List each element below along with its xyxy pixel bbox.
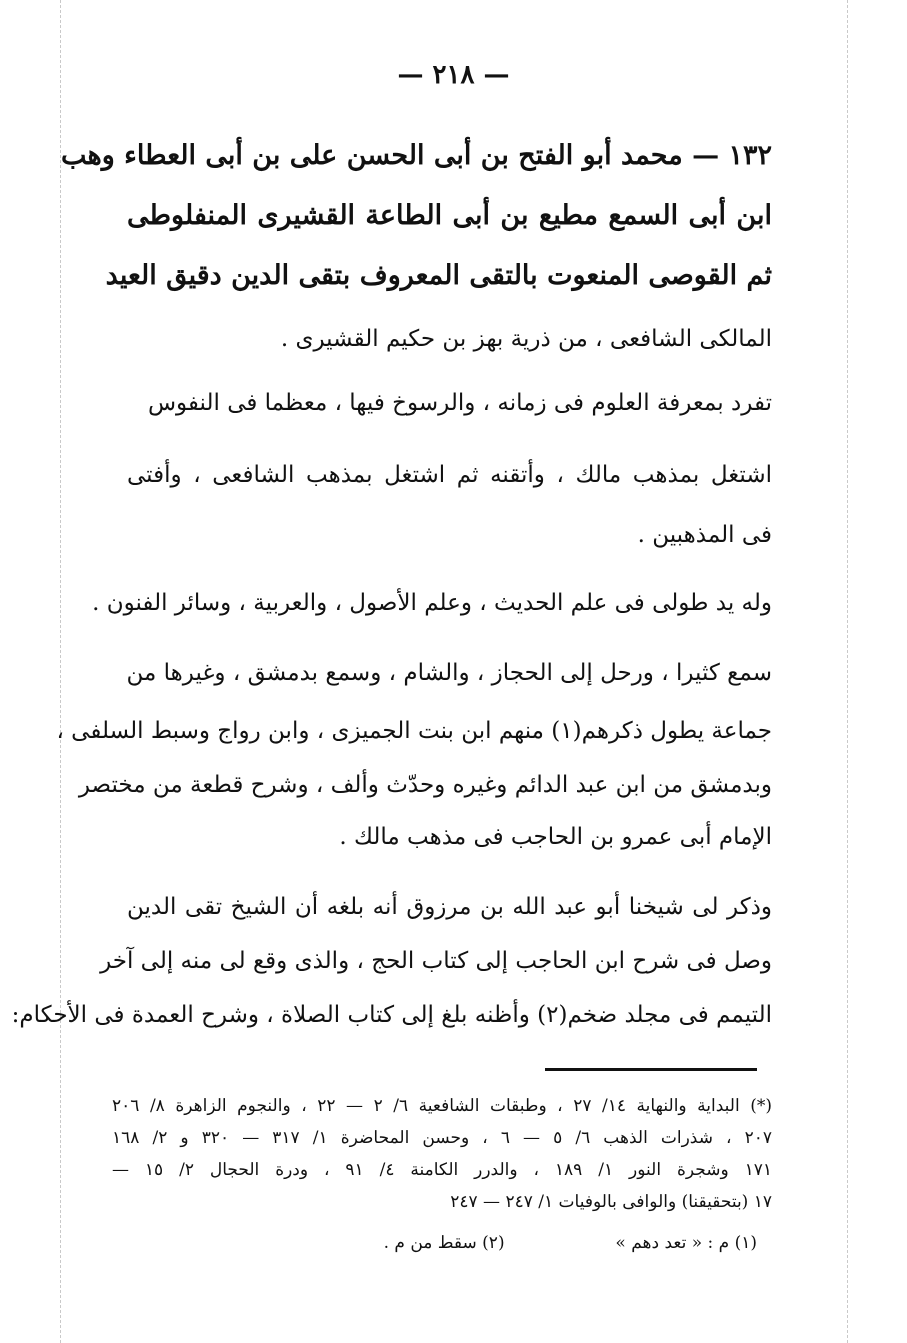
paragraph-line: وذكر لى شيخنا أبو عبد الله بن مرزوق أنه بلغه أن الشيخ تقى الدين <box>127 894 772 920</box>
biography-heading-line: ابن أبى السمع مطيع بن أبى الطاعة القشيرى المنفلوطى <box>127 200 772 231</box>
biography-heading-line: ثم القوصى المنعوت بالتقى المعروف بتقى الدين دقيق العيد <box>105 260 772 291</box>
footnote-sources-line: (*) البداية والنهاية ١٤/ ٢٧ ، وطبقات الشافعية ٦/ ٢ — ٢٢ ، والنجوم الزاهرة ٨/ ٢٠٦ <box>112 1096 772 1116</box>
biography-heading-line: ١٣٢ — محمد أبو الفتح بن أبى الحسن على بن أبى العطاء وهب <box>60 140 772 171</box>
paragraph-line: تفرد بمعرفة العلوم فى زمانه ، والرسوخ فيها ، معظما فى النفوس <box>147 390 772 416</box>
page-fold-line <box>60 0 61 1343</box>
footnote-sources-line: ١٧ (بتحقيقنا) والوافى بالوفيات ١/ ٢٤٧ — ٢٤٧ <box>450 1192 772 1212</box>
footnote-notes <box>384 1233 757 1253</box>
page-fold-line <box>847 0 848 1343</box>
paragraph-line: سمع كثيرا ، ورحل إلى الحجاز ، والشام ، وسمع بدمشق ، وغيرها من <box>126 660 772 686</box>
footnote-2: (٢) سقط من م . <box>383 1233 505 1253</box>
biography-heading-line: المالكى الشافعى ، من ذرية بهز بن حكيم القشيرى . <box>280 326 772 352</box>
paragraph-line: الإمام أبى عمرو بن الحاجب فى مذهب مالك . <box>339 824 772 850</box>
page-number: — ٢١٨ — <box>397 60 510 90</box>
footnote-sources-line: ١٧١ وشجرة النور ١/ ١٨٩ ، والدرر الكامنة ٤/ ٩١ ، ودرة الحجال ٢/ ١٥ — <box>112 1160 773 1180</box>
paragraph-line: فى المذهبين . <box>637 522 772 548</box>
paragraph-line: التيمم فى مجلد ضخم(٢) وأظنه بلغ إلى كتاب الصلاة ، وشرح العمدة فى الأحكام: <box>11 1002 772 1028</box>
paragraph-line: وصل فى شرح ابن الحاجب إلى كتاب الحج ، والذى وقع لى منه إلى آخر <box>100 948 772 974</box>
footnote-sources-line: ٢٠٧ ، شذرات الذهب ٦/ ٥ — ٦ ، وحسن المحاضرة ١/ ٣١٧ — ٣٢٠ و ٢/ ١٦٨ <box>112 1128 772 1148</box>
footnote-separator <box>545 1068 757 1071</box>
paragraph-line: جماعة يطول ذكرهم(١) منهم ابن بنت الجميزى ، وابن رواج وسبط السلفى ، <box>56 718 772 744</box>
paragraph-line: وله يد طولى فى علم الحديث ، وعلم الأصول ، والعربية ، وسائر الفنون . <box>92 590 772 616</box>
paragraph-line: اشتغل بمذهب مالك ، وأتقنه ثم اشتغل بمذهب الشافعى ، وأفتى <box>127 462 772 488</box>
paragraph-line: وبدمشق من ابن عبد الدائم وغيره وحدّث وألف ، وشرح قطعة من مختصر <box>78 772 772 798</box>
footnote-1: (١) م : « تعد دهم » <box>615 1233 757 1253</box>
